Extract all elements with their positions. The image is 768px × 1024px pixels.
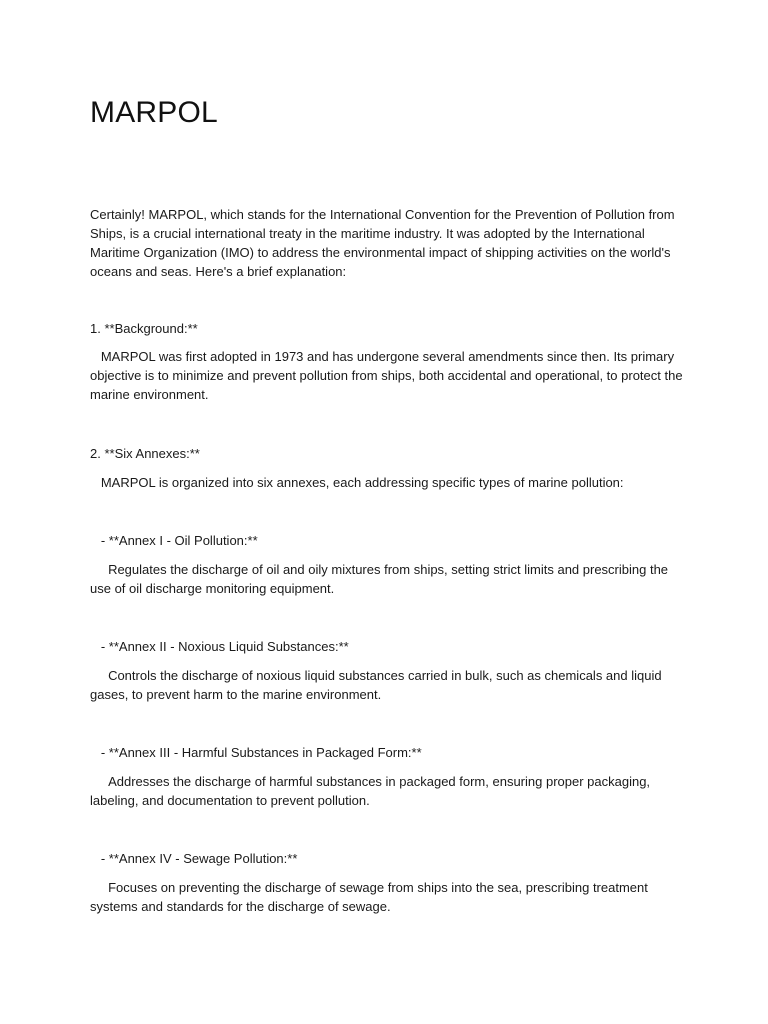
document-title: MARPOL bbox=[90, 96, 218, 129]
annex-heading-oil-pollution: - **Annex I - Oil Pollution:** bbox=[90, 533, 258, 548]
annex-body-sewage-pollution: Focuses on preventing the discharge of sewage from ships into the sea, prescribing treatment systems and standards for the discharge of sewage. bbox=[90, 880, 652, 914]
intro-paragraph: Certainly! MARPOL, which stands for the International Convention for the Prevention of Pollution from Ships, is a crucial international treaty in the maritime industry. It was adopted by the International Maritime Organization (IMO) to address the environmental impact of shipping activities on the world's oceans and seas. Here's a brief explanation: bbox=[90, 207, 679, 279]
section-body-background: MARPOL was first adopted in 1973 and has undergone several amendments since then. Its primary objective is to minimize and prevent pollution from ships, both accidental and operational, to protect the marine environment. bbox=[90, 349, 687, 402]
annex-body-noxious-liquid: Controls the discharge of noxious liquid substances carried in bulk, such as chemicals and liquid gases, to prevent harm to the marine environment. bbox=[90, 668, 666, 702]
section-heading-six-annexes: 2. **Six Annexes:** bbox=[90, 446, 200, 461]
annex-body-oil-pollution: Regulates the discharge of oil and oily mixtures from ships, setting strict limits and prescribing the use of oil discharge monitoring equipment. bbox=[90, 562, 672, 596]
annex-heading-sewage-pollution: - **Annex IV - Sewage Pollution:** bbox=[90, 851, 298, 866]
annex-heading-noxious-liquid: - **Annex II - Noxious Liquid Substances:** bbox=[90, 639, 349, 654]
section-heading-background: 1. **Background:** bbox=[90, 321, 198, 336]
section-body-six-annexes: MARPOL is organized into six annexes, each addressing specific types of marine pollution: bbox=[90, 475, 624, 490]
annex-body-harmful-substances: Addresses the discharge of harmful substances in packaged form, ensuring proper packaging, labeling, and documentation to prevent pollution. bbox=[90, 774, 654, 808]
annex-heading-harmful-substances: - **Annex III - Harmful Substances in Packaged Form:** bbox=[90, 745, 422, 760]
